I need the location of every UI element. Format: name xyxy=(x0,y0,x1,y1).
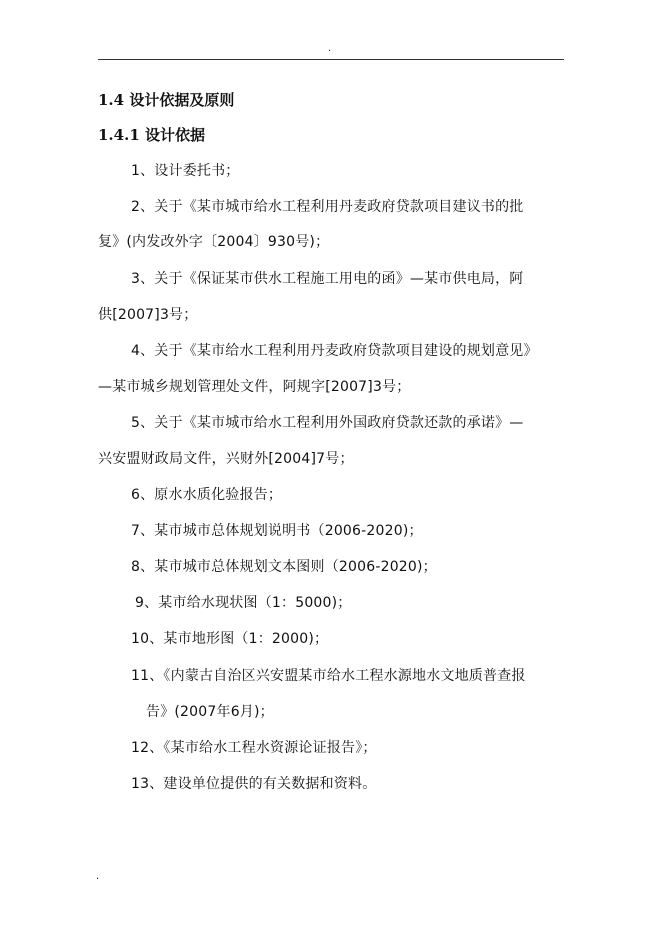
list-item-line: 10、某市地形图（1：2000)； xyxy=(131,631,329,647)
footer-mark: . xyxy=(96,871,100,882)
list-item-line: 5、关于《某市城市给水工程利用外国政府贷款还款的承诺》— xyxy=(131,415,524,431)
section-title: 1.4 设计依据及原则 xyxy=(98,91,235,109)
list-item-line: 复》(内发改外字〔2004〕930号)； xyxy=(98,234,330,250)
list-item-line: 8、某市城市总体规划文本图则（2006-2020)； xyxy=(131,559,437,575)
list-item-line: 供[2007]3号； xyxy=(98,307,198,323)
list-item-line: 12、《某市给水工程水资源论证报告》； xyxy=(131,740,377,756)
list-item-line: —某市城乡规划管理处文件，阿规字[2007]3号； xyxy=(98,379,411,395)
list-item-line: 1、设计委托书； xyxy=(131,163,240,179)
list-item-line: 3、关于《保证某市供水工程施工用电的函》—某市供电局，阿 xyxy=(131,271,524,287)
list-item-line: 兴安盟财政局文件，兴财外[2004]7号； xyxy=(98,451,354,467)
list-item-line: 13、建设单位提供的有关数据和资料。 xyxy=(131,776,377,792)
list-item-line: 7、某市城市总体规划说明书（2006-2020)； xyxy=(131,523,423,539)
list-item-line: 2、关于《某市城市给水工程利用丹麦政府贷款项目建议书的批 xyxy=(131,199,524,215)
list-item-line: 4、关于《某市给水工程利用丹麦政府贷款项目建设的规划意见》 xyxy=(131,343,538,359)
list-item-line: 11、《内蒙古自治区兴安盟某市给水工程水源地水文地质普查报 xyxy=(131,668,526,684)
list-item-line: 6、原水水质化验报告； xyxy=(131,487,283,503)
list-item-line: 9、某市给水现状图（1：5000)； xyxy=(135,595,352,611)
header-rule xyxy=(98,59,564,60)
list-item-line: 告》(2007年6月)； xyxy=(146,704,274,720)
header-mark: . xyxy=(328,43,332,54)
subsection-title: 1.4.1 设计依据 xyxy=(98,126,205,144)
